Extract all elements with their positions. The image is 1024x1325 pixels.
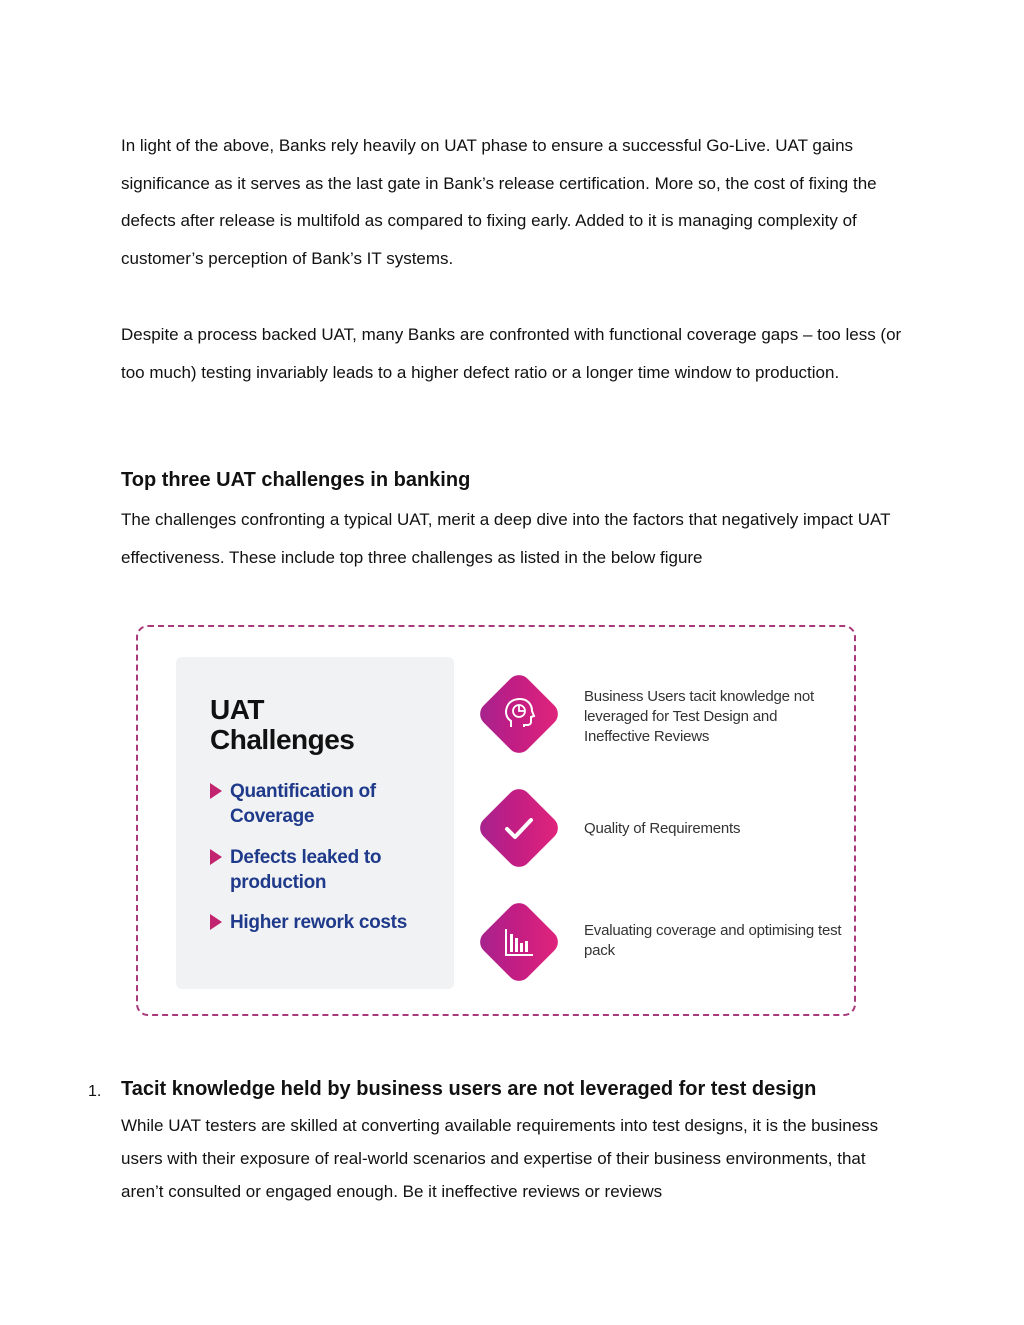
challenge-label: Quantification of Coverage: [230, 781, 376, 827]
challenge-label: Higher rework costs: [230, 912, 407, 933]
panel-title-line2: Challenges: [210, 724, 355, 755]
triangle-bullet-icon: [210, 783, 222, 799]
list-number: 1.: [88, 1083, 102, 1100]
diamond-badge: [474, 897, 564, 987]
item-description: Business Users tacit knowledge not leveraged for Test Design and Ineffective Reviews: [584, 688, 814, 745]
triangle-bullet-icon: [210, 914, 222, 930]
section-paragraph-challenges: The challenges confronting a typical UAT, merit a deep dive into the factors that negatively impact UAT effectiveness. These include top three challenges as listed in the below figure: [121, 510, 891, 567]
diamond-badge: [474, 669, 564, 759]
item-description: Evaluating coverage and optimising test pack: [584, 922, 842, 959]
triangle-bullet-icon: [210, 849, 222, 865]
head-chart-icon: [499, 694, 539, 734]
section-paragraph-tacit-knowledge: While UAT testers are skilled at converting available requirements into test designs, it is the business users with their exposure of real-world scenarios and expertise of their business environments, that aren’t consulted or engaged enough. Be it ineffective reviews or reviews: [121, 1116, 879, 1201]
challenge-item: [210, 845, 430, 895]
intro-paragraph-1: In light of the above, Banks rely heavily on UAT phase to ensure a successful Go-Live. UAT gains significance as it serves as the last gate in Bank’s release certification. More so, the cost of fixing the defects after release is multifold as compared to fixing early. Added to it is managing complexity of customer’s perception of Bank’s IT systems.: [121, 136, 877, 268]
section-heading-tacit-knowledge: Tacit knowledge held by business users are not leveraged for test design: [121, 1078, 817, 1100]
uat-challenges-figure: [136, 625, 856, 1016]
diamond-badge: [474, 783, 564, 873]
bar-chart-icon: [499, 922, 539, 962]
section-heading-challenges: Top three UAT challenges in banking: [121, 469, 471, 491]
challenge-item: [210, 910, 430, 935]
panel-title-line1: UAT: [210, 694, 264, 725]
challenge-label: Defects leaked to production: [230, 847, 382, 893]
item-description: Quality of Requirements: [584, 820, 741, 837]
intro-paragraph-2: Despite a process backed UAT, many Banks are confronted with functional coverage gaps – too less (or too much) testing invariably leads to a higher defect ratio or a longer time window to production.: [121, 325, 902, 382]
checkmark-icon: [499, 808, 539, 848]
challenges-panel: [176, 657, 454, 989]
challenge-item: [210, 779, 430, 829]
panel-title: [210, 695, 430, 755]
